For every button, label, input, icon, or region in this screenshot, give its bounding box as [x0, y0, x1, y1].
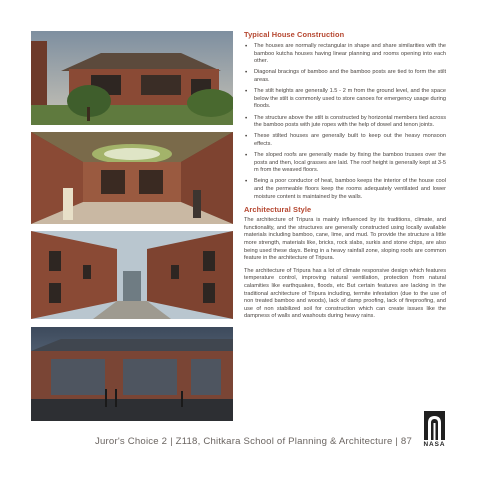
house-exterior-render-image: [31, 31, 233, 125]
architectural-style-heading: Architectural Style: [244, 205, 312, 215]
night-elevation-render-image: [31, 327, 233, 421]
nasa-logo: [421, 411, 448, 451]
list-item: • The houses are normally rectangular in shape and share similarities with the bamboo kutcha houses having linear planning and rooms opening into each other.: [244, 43, 446, 66]
list-item: • These stilted houses are generally built to keep out the heavy monsoon effects.: [244, 133, 446, 148]
text-column: [244, 30, 446, 326]
street-alley-render-image: [31, 231, 233, 319]
architectural-style-paragraph-2: The architecture of Tripura has a lot of climate responsive design which features temperature control, improving natural ventilation, protection from natural calamities like earthquakes, floods, etc But certain features are lacking in the traditional architecture of Tripura including, termite infestation (due to the use of non treated bamboo and woods), lack of damp proofing, lack of fireproofing, and use of non stabilized soil for construction which can create issues like the dampness of walls and washouts during heavy rains.: [244, 267, 446, 320]
night-elevation-render-icon: [31, 327, 233, 421]
typical-house-bullet-list: [244, 43, 446, 201]
courtyard-interior-render-icon: [31, 132, 233, 224]
list-item: • Being a poor conductor of heat, bamboo keeps the interior of the house cool and the permeable floors keep the rooms adequately ventilated and lower moisture content is maintained by the walls.: [244, 178, 446, 201]
nasa-arch-logo-icon: [424, 411, 445, 440]
house-exterior-render-icon: [31, 31, 233, 125]
nasa-logo-text: NASA: [423, 441, 446, 448]
typical-house-heading: Typical House Construction: [244, 30, 345, 39]
list-item: • Diagonal bracings of bamboo and the bamboo posts are tied to form the stilt areas.: [244, 69, 446, 84]
courtyard-interior-render-image: [31, 132, 233, 224]
page-footer: Juror's Choice 2 | Z118, Chitkara School of Planning & Architecture | 87: [95, 436, 413, 447]
list-item: • The structure above the stilt is constructed by horizontal members tied across the bamboo posts with jute ropes with the help of dowel and tenon joints.: [244, 115, 446, 130]
architectural-style-paragraph-1: The architecture of Tripura is mainly influenced by its traditions, climate, and functionality, and the structures are generally constructed using locally available materials including bamboo, cane, lime, and mud. To provide the structure a little more strength, materials like, bricks, rock slabs, surkis and stone chips, are also being used these days. Being in a heavy rainfall zone, sloping roofs are common feature in the architecture of Tripura.: [244, 217, 446, 262]
street-alley-render-icon: [31, 231, 233, 319]
list-item: • The sloped roofs are generally made by fixing the bamboo trusses over the posts and then, local grasses are laid. The roof height is generally kept at 3-5 m from the weaved floors.: [244, 152, 446, 175]
list-item: • The stilt heights are generally 1.5 - 2 m from the ground level, and the space below the stilt is commonly used to store canoes for emergency usage during floods.: [244, 88, 446, 111]
